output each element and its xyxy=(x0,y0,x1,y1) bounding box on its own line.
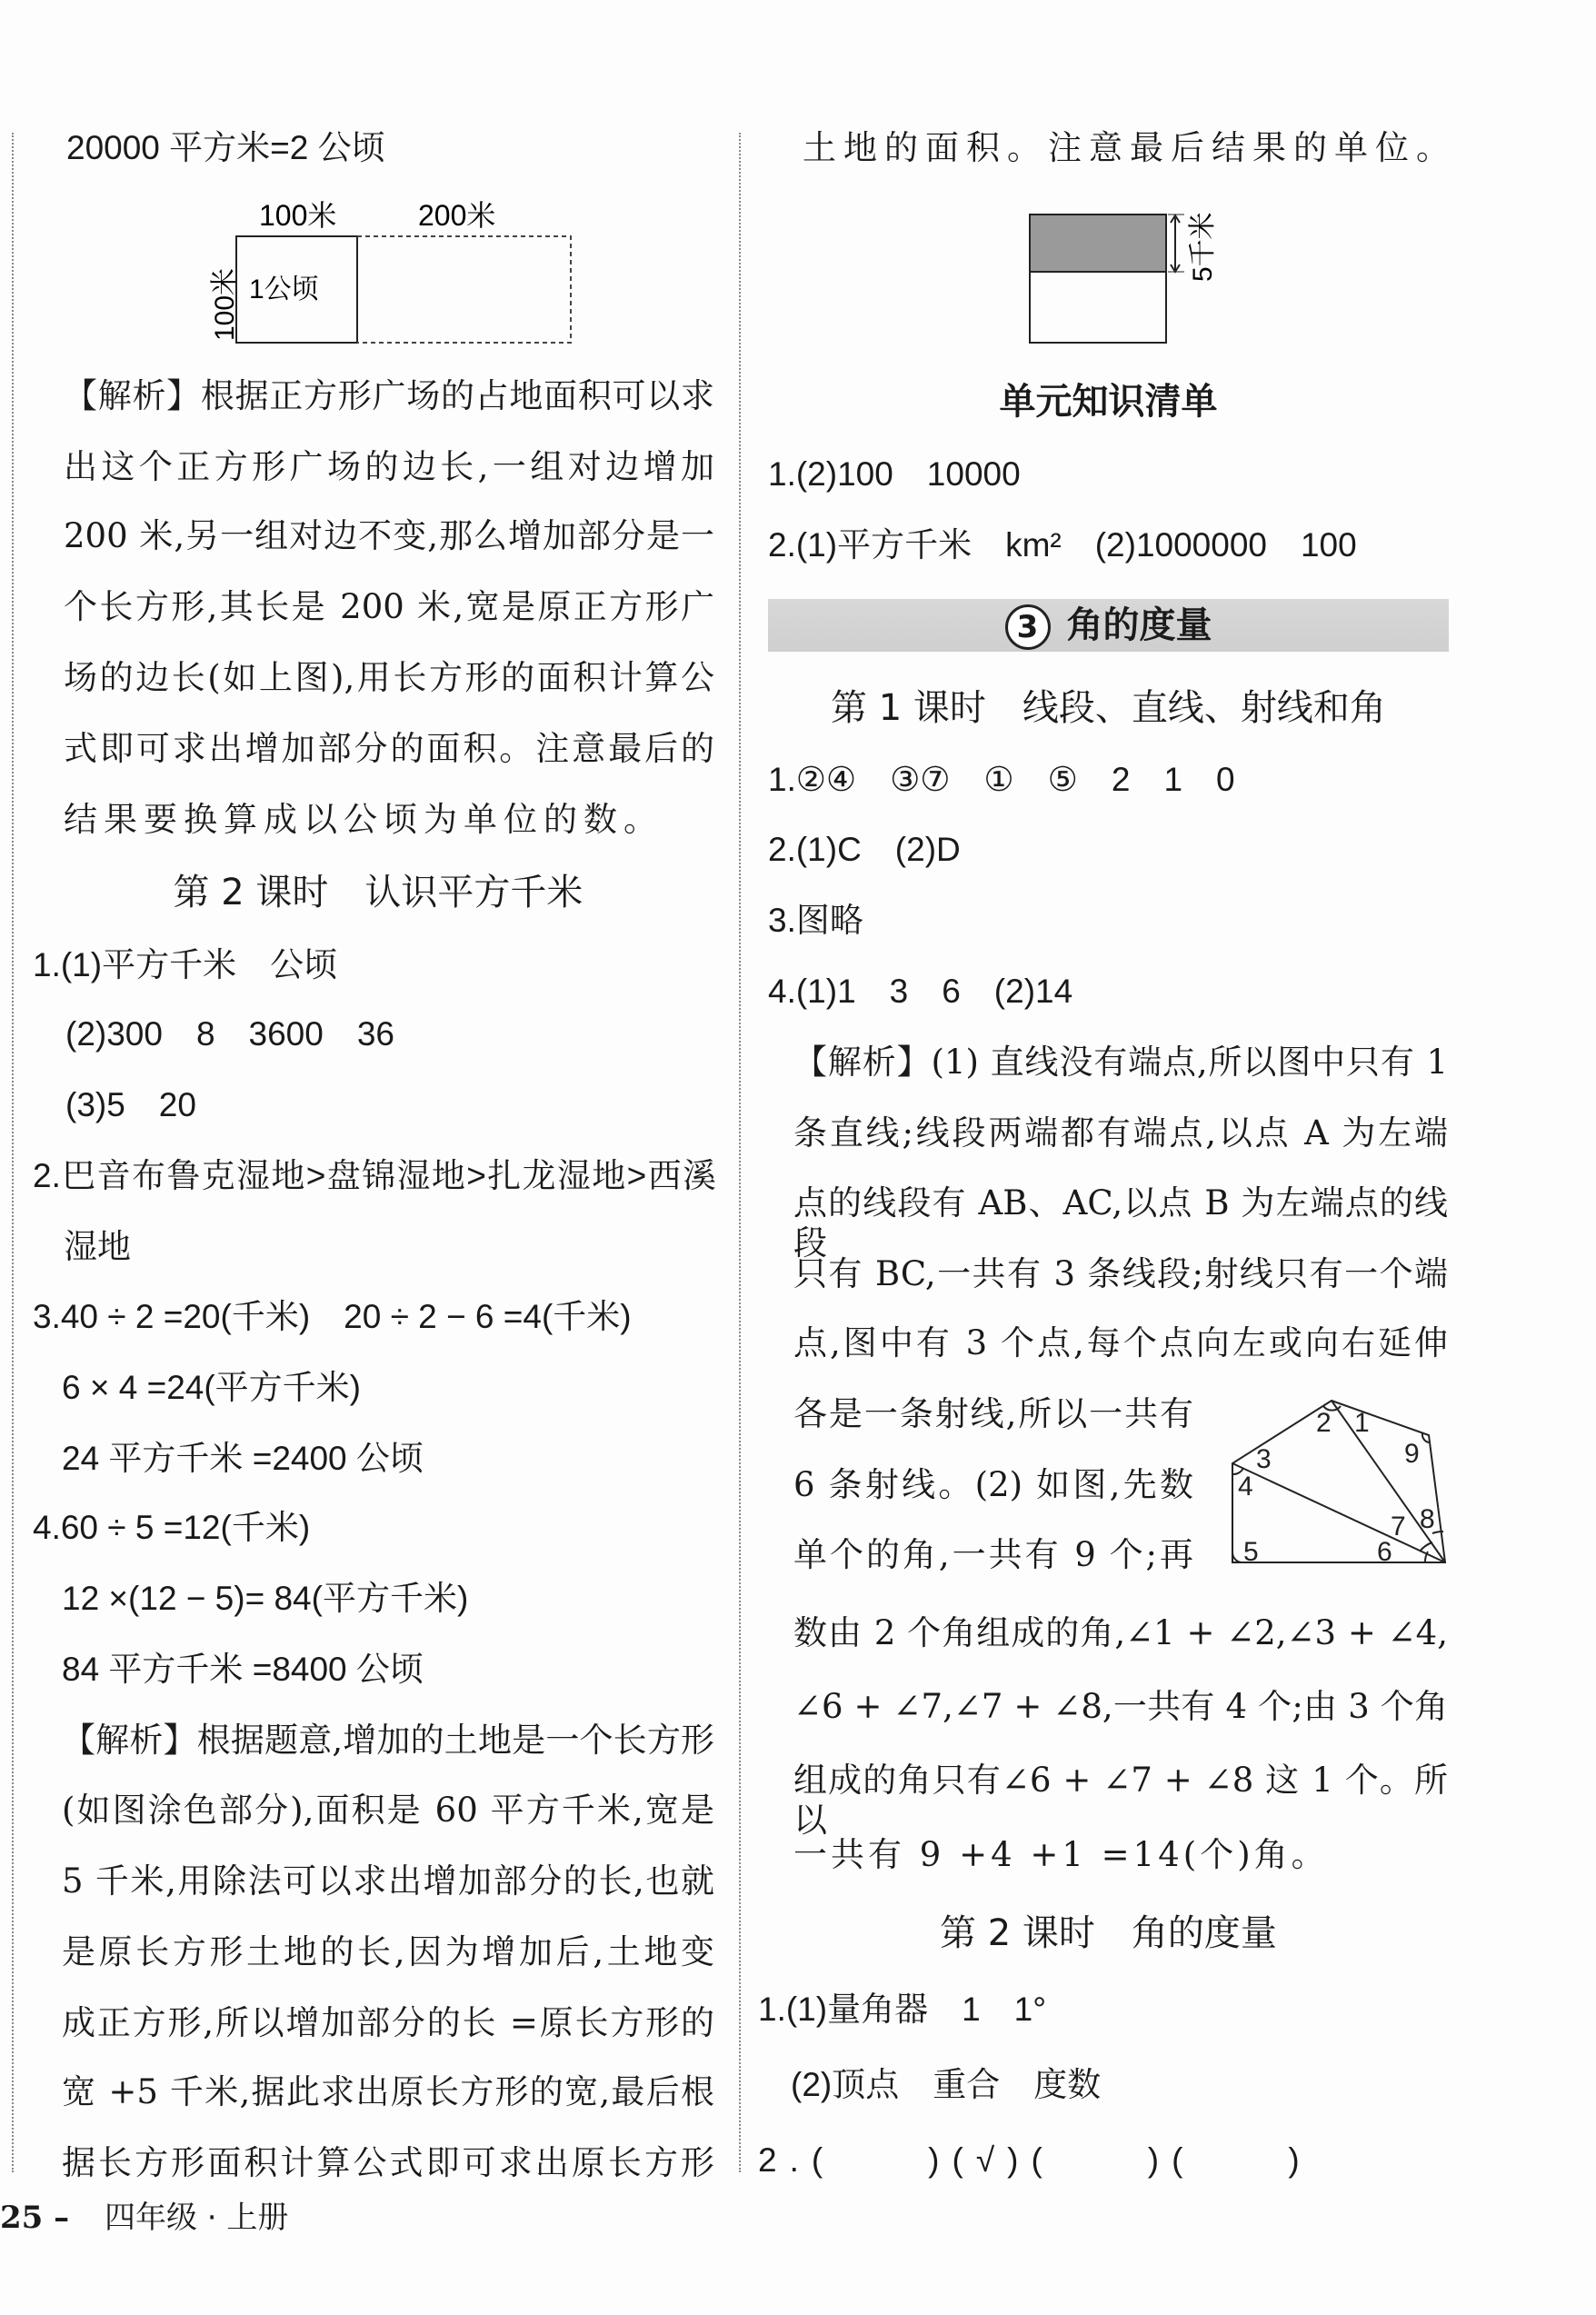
analysis-line: 数由 2 个角组成的角,∠1 + ∠2,∠3 + ∠4, xyxy=(793,1613,1448,1652)
label-5km: 5千米 xyxy=(1188,212,1218,282)
answer-line: 3.40 ÷ 2 =20(千米) 20 ÷ 2 − 6 =4(千米) xyxy=(33,1298,632,1335)
analysis-line: ∠6 + ∠7,∠7 + ∠8,一共有 4 个;由 3 个角 xyxy=(793,1687,1448,1726)
page-number: 25 – xyxy=(0,2200,70,2236)
angle-label: 5 xyxy=(1243,1537,1259,1567)
analysis-line: 【解析】根据正方形广场的占地面积可以求 xyxy=(64,376,714,415)
analysis-line: 式即可求出增加部分的面积。注意最后的 xyxy=(64,729,714,768)
analysis-line: 成正方形,所以增加部分的长 =原长方形的 xyxy=(62,2003,714,2042)
answer-line: (2)顶点 重合 度数 xyxy=(791,2066,1102,2103)
analysis-line: 据长方形面积计算公式即可求出原长方形 xyxy=(62,2143,714,2182)
answer-line: 2.巴音布鲁克湿地>盘锦湿地>扎龙湿地>西溪 xyxy=(33,1157,716,1194)
analysis-line: 点,图中有 3 个点,每个点向左或向右延伸 xyxy=(793,1323,1448,1362)
analysis-line: 场的边长(如上图),用长方形的面积计算公 xyxy=(64,658,714,697)
angle-pentagon-figure xyxy=(1218,1386,1459,1577)
label-200m-top: 200米 xyxy=(418,199,496,232)
page-footer xyxy=(0,2192,288,2237)
lesson-heading: 第 1 课时 线段、直线、射线和角 xyxy=(831,687,1386,729)
answer-line: (3)5 20 xyxy=(65,1086,196,1123)
answer-line: 1.(1)量角器 1 1° xyxy=(758,1991,1047,2028)
shaded-added-area xyxy=(1030,215,1166,272)
analysis-line: 个长方形,其长是 200 米,宽是原正方形广 xyxy=(64,587,714,626)
label-100m-side: 100米 xyxy=(210,267,240,341)
answer-line: 84 平方千米 =8400 公顷 xyxy=(62,1651,424,1688)
analysis-line: (如图涂色部分),面积是 60 平方千米,宽是 xyxy=(62,1791,714,1830)
answer-line: 24 平方千米 =2400 公顷 xyxy=(62,1440,424,1477)
diagonal-line xyxy=(1232,1463,1445,1562)
lesson-heading: 第 2 课时 认识平方千米 xyxy=(173,872,584,913)
analysis-line: 一共有 9 +4 +1 =14(个)角。 xyxy=(793,1835,1329,1874)
analysis-line: 组成的角只有∠6 + ∠7 + ∠8 这 1 个。所以 xyxy=(793,1761,1448,1840)
answer-line: 2.(1)C (2)D xyxy=(768,831,961,868)
unit-summary-heading: 单元知识清单 xyxy=(999,381,1218,423)
analysis-line: 结果要换算成以公顷为单位的数。 xyxy=(64,800,663,839)
angle-label: 1 xyxy=(1354,1408,1370,1438)
analysis-line: 6 条射线。(2) 如图,先数 xyxy=(793,1465,1193,1504)
answer-line: 2.(1)平方千米 km² (2)1000000 100 xyxy=(768,526,1357,564)
label-1-hectare: 1公顷 xyxy=(249,274,319,304)
answer-line: 湿地 xyxy=(64,1228,131,1265)
analysis-line: 是原长方形土地的长,因为增加后,土地变 xyxy=(62,1932,714,1971)
analysis-line: 只有 BC,一共有 3 条线段;射线只有一个端 xyxy=(793,1254,1448,1293)
answer-line: 2.( )(√)( )( ) xyxy=(758,2141,1312,2179)
analysis-line: 【解析】根据题意,增加的土地是一个长方形 xyxy=(62,1721,714,1760)
added-rectangle-dashed xyxy=(357,236,571,343)
label-100m-top: 100米 xyxy=(259,199,337,232)
analysis-continuation: 土地的面积。注意最后结果的单位。 xyxy=(803,128,1457,167)
analysis-line: 条直线;线段两端都有端点,以点 A 为左端 xyxy=(793,1113,1448,1153)
square-plaza-figure xyxy=(209,186,591,354)
angle-label: 6 xyxy=(1377,1537,1392,1567)
answer-line: 12 ×(12 − 5)= 84(平方千米) xyxy=(62,1580,469,1617)
chapter-number-badge: 3 xyxy=(1005,604,1051,650)
answer-line: 1.②④ ③⑦ ① ⑤ 2 1 0 xyxy=(768,761,1235,798)
land-rectangle-figure xyxy=(1022,205,1232,350)
analysis-line: 宽 +5 千米,据此求出原长方形的宽,最后根 xyxy=(62,2072,714,2111)
angle-label: 9 xyxy=(1404,1439,1420,1469)
answer-line: 1.(2)100 10000 xyxy=(768,455,1021,493)
left-margin-divider xyxy=(12,133,14,2172)
answer-line: 1.(1)平方千米 公顷 xyxy=(33,946,338,983)
chapter-banner xyxy=(768,599,1449,652)
answer-line: 4.(1)1 3 6 (2)14 xyxy=(768,973,1073,1010)
angle-label: 8 xyxy=(1420,1504,1435,1534)
analysis-line: 各是一条射线,所以一共有 xyxy=(793,1394,1193,1433)
analysis-line: 出这个正方形广场的边长,一组对边增加 xyxy=(64,447,714,486)
chapter-title: 角的度量 xyxy=(1066,604,1212,646)
answer-line: 3.图略 xyxy=(768,902,863,939)
analysis-line: 5 千米,用除法可以求出增加部分的长,也就 xyxy=(62,1861,714,1901)
analysis-line: 【解析】(1) 直线没有端点,所以图中只有 1 xyxy=(793,1043,1448,1082)
equation-line: 20000 平方米=2 公顷 xyxy=(66,129,385,166)
analysis-line: 点的线段有 AB、AC,以点 B 为左端点的线段 xyxy=(793,1183,1448,1262)
answer-line: (2)300 8 3600 36 xyxy=(65,1015,394,1053)
answer-line: 6 × 4 =24(平方千米) xyxy=(62,1369,362,1406)
answer-line: 4.60 ÷ 5 =12(千米) xyxy=(33,1509,311,1546)
analysis-line: 200 米,另一组对边不变,那么增加部分是一 xyxy=(64,516,714,555)
pentagon-outline xyxy=(1232,1401,1445,1562)
lesson-heading: 第 2 课时 角的度量 xyxy=(940,1912,1277,1954)
analysis-line: 单个的角,一共有 9 个;再 xyxy=(793,1535,1193,1574)
column-divider xyxy=(739,133,741,2172)
angle-label: 3 xyxy=(1256,1444,1272,1474)
angle-label: 7 xyxy=(1391,1512,1406,1542)
grade-label: 四年级 · 上册 xyxy=(104,2200,289,2236)
angle-label: 4 xyxy=(1238,1472,1253,1502)
angle-label: 2 xyxy=(1316,1408,1332,1438)
